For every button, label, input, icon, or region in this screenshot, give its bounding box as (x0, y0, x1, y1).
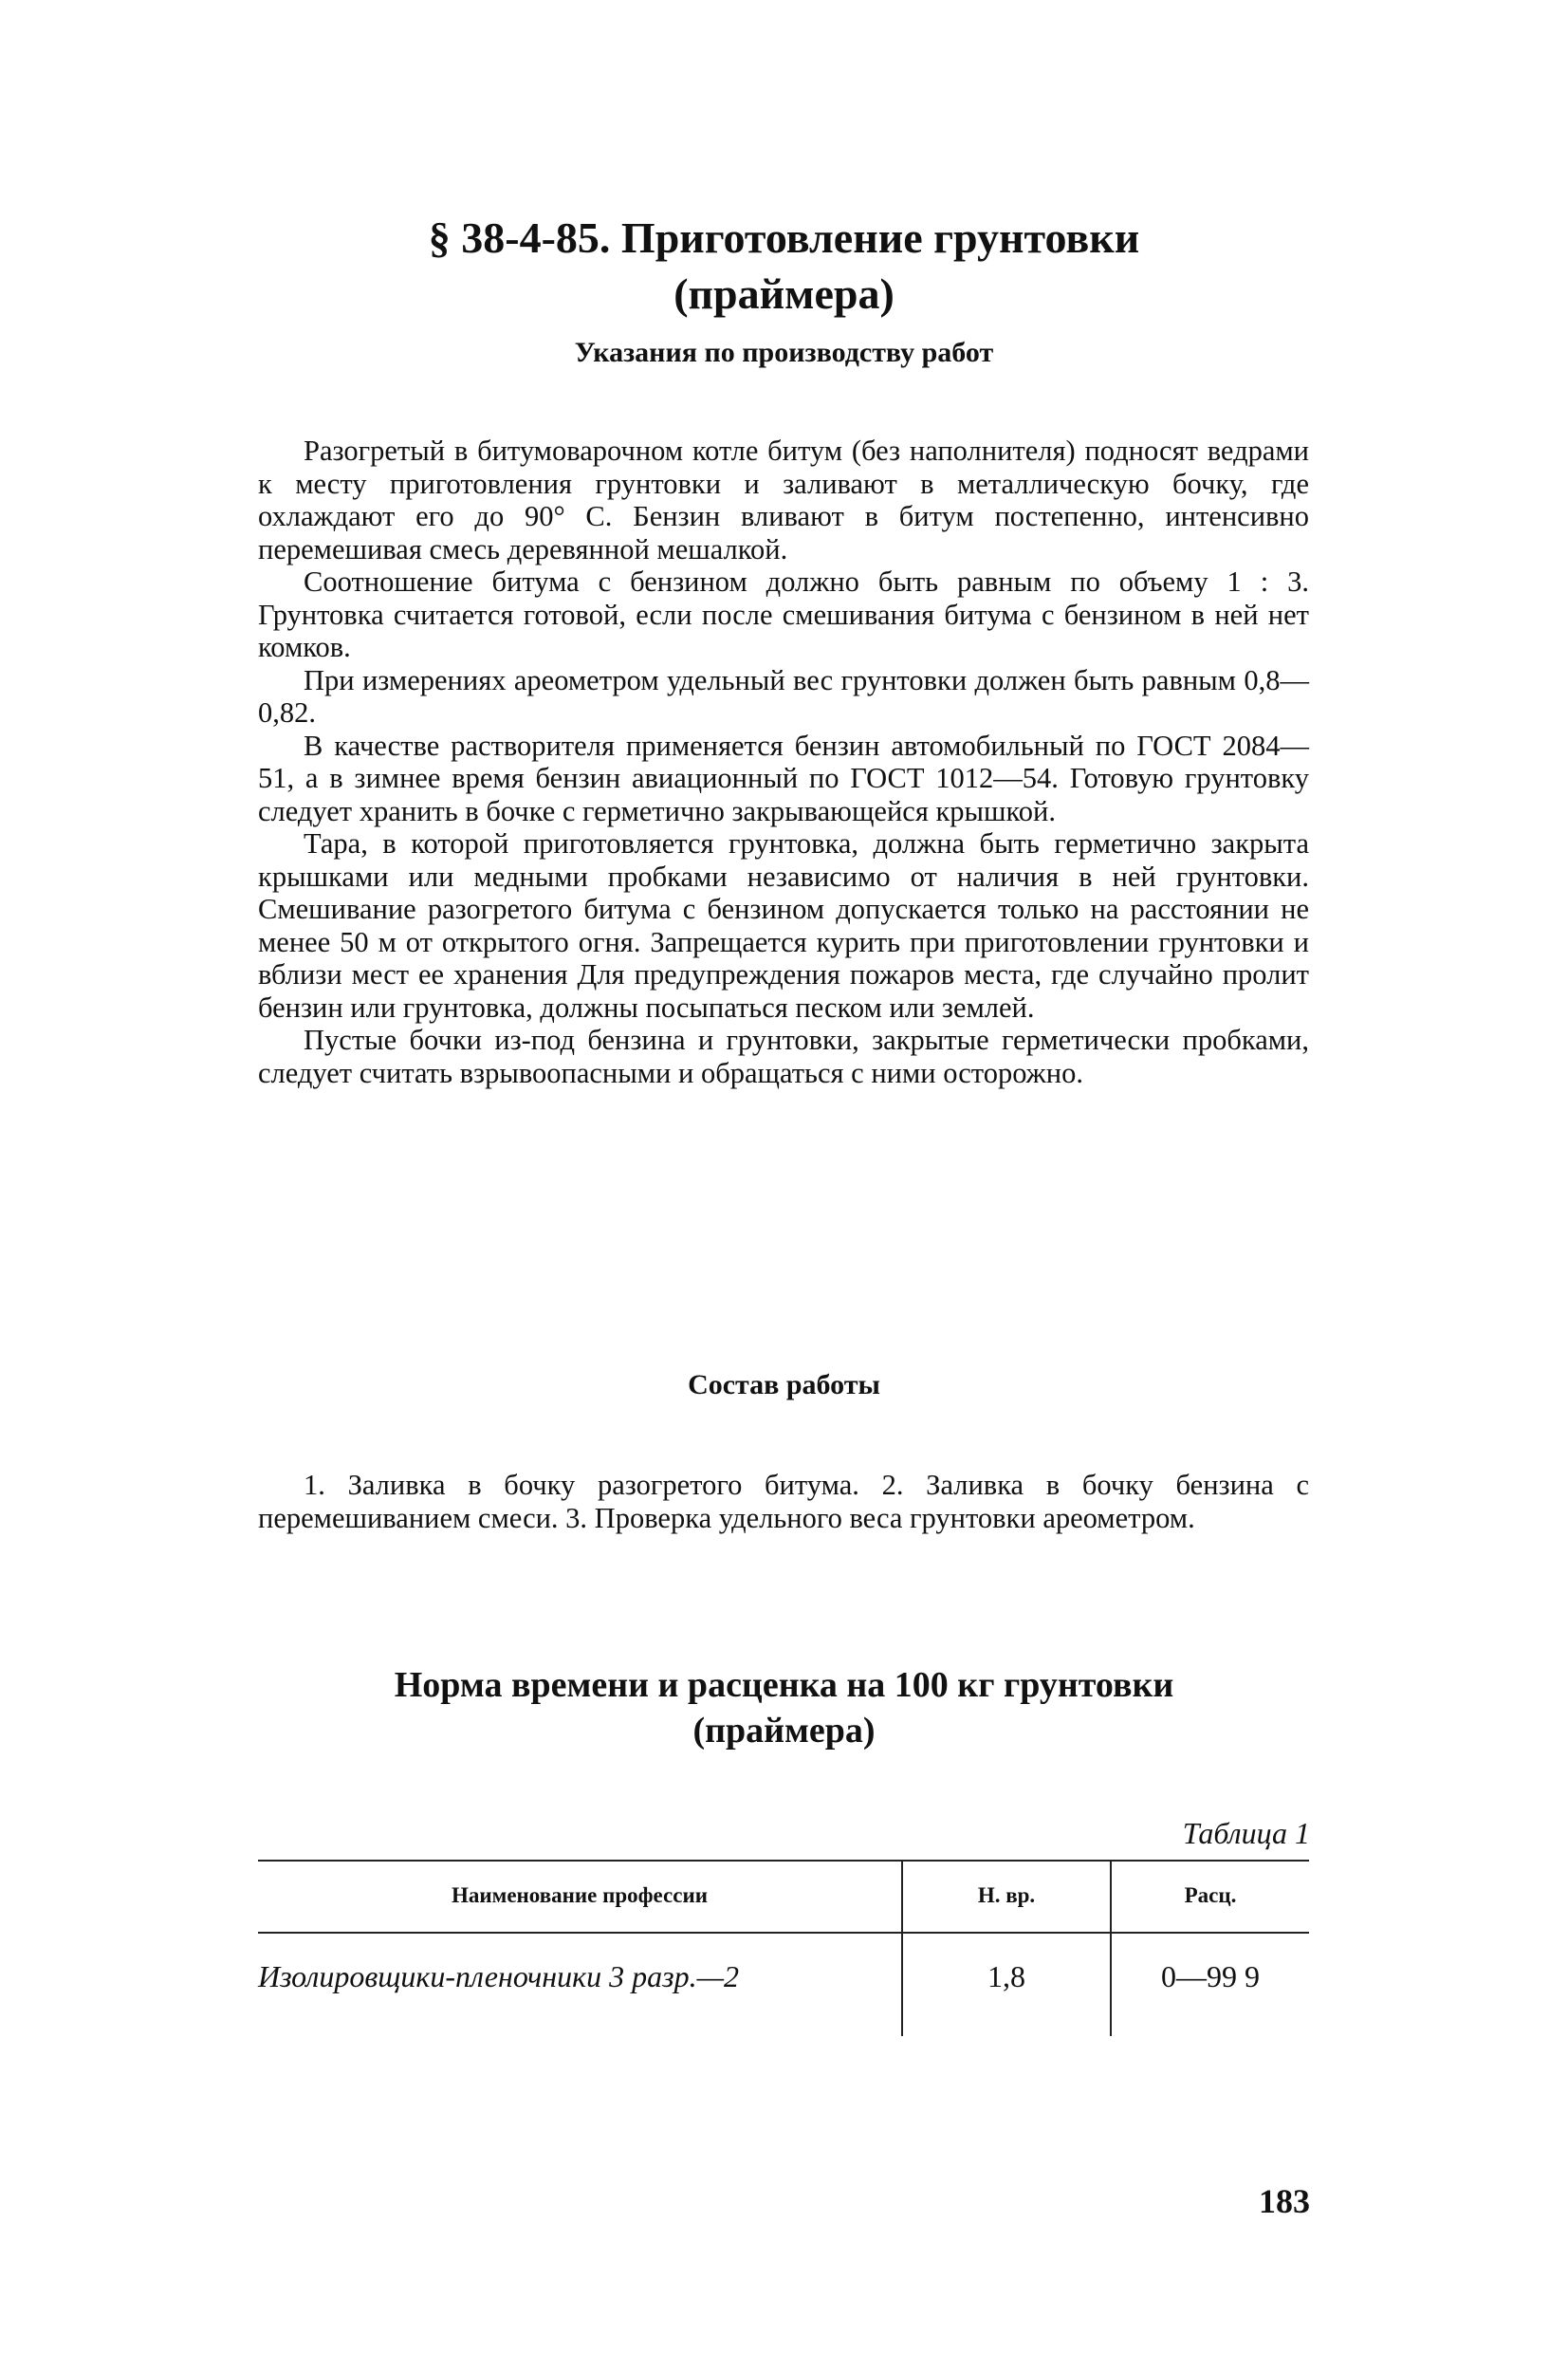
row-time-norm: 1,8 (987, 1958, 1025, 1993)
row-rate: 0—99 9 (1161, 1958, 1260, 1993)
table-header-rule (258, 1932, 1309, 1934)
row-profession: Изолировщики-пленочники 3 разр.—2 (258, 1958, 740, 1993)
table-caption: Таблица 1 (1182, 1816, 1310, 1850)
section-title-continuation: (праймера) (673, 269, 895, 318)
header-rate: Расц. (1184, 1883, 1237, 1907)
header-profession: Наименование профессии (452, 1883, 708, 1907)
paragraph: В качестве растворителя применяется бензин автомобильный по ГОСТ 2084—51, а в зимнее время бензин авиационный по ГОСТ 1012—54. Готовую грунтовку следует хранить в бочке с герметично закрывающейся крышкой. (258, 729, 1309, 827)
paragraph: Соотношение битума с бензином должно быть равным по объему 1 : 3. Грунтовка считается готовой, если после смешивания битума с бензином в ней нет комков. (258, 565, 1309, 663)
composition-body (258, 1469, 1309, 1534)
paragraph: Тара, в которой приготовляется грунтовка, должна быть герметично закрыта крышками или медными пробками независимо от наличия в ней грунтовки. Смешивание разогретого битума с бензином допускается только на расстоянии не менее 50 м от открытого огня. Запрещается курить при приготовлении грунтовки и вблизи мест ее хранения Для предупреждения пожаров места, где случайно пролит бензин или грунтовка, должны посыпаться песком или землей. (258, 827, 1309, 1024)
norm-heading: Норма времени и расценка на 100 кг грунтовки (394, 1665, 1174, 1705)
norm-heading-continuation: (праймера) (692, 1711, 876, 1751)
paragraph: Разогретый в битумоварочном котле битум (без наполнителя) подносят ведрами к месту приготовления грунтовки и заливают в металлическую бочку, где охлаждают его до 90° С. Бензин вливают в битум постепенно, интенсивно перемешивая смесь деревянной мешалкой. (258, 435, 1309, 565)
composition-heading: Состав работы (688, 1369, 880, 1400)
paragraph: При измерениях ареометром удельный вес грунтовки должен быть равным 0,8—0,82. (258, 663, 1309, 729)
instructions-heading: Указания по производству работ (574, 337, 994, 368)
header-time-norm: Н. вр. (977, 1883, 1036, 1907)
page-number: 183 (1259, 2182, 1310, 2220)
section-title: § 38-4-85. Приготовление грунтовки (428, 213, 1140, 262)
instructions-body (258, 435, 1309, 1089)
paragraph: Пустые бочки из-под бензина и грунтовки, закрытые герметически пробками, следует считать взрывоопасными и обращаться с ними осторожно. (258, 1024, 1309, 1089)
rates-table (258, 1860, 1309, 2036)
composition-text: 1. Заливка в бочку разогретого битума. 2. Заливка в бочку бензина с перемешиванием смеси. 3. Проверка удельного веса грунтовки ареометром. (258, 1469, 1309, 1534)
